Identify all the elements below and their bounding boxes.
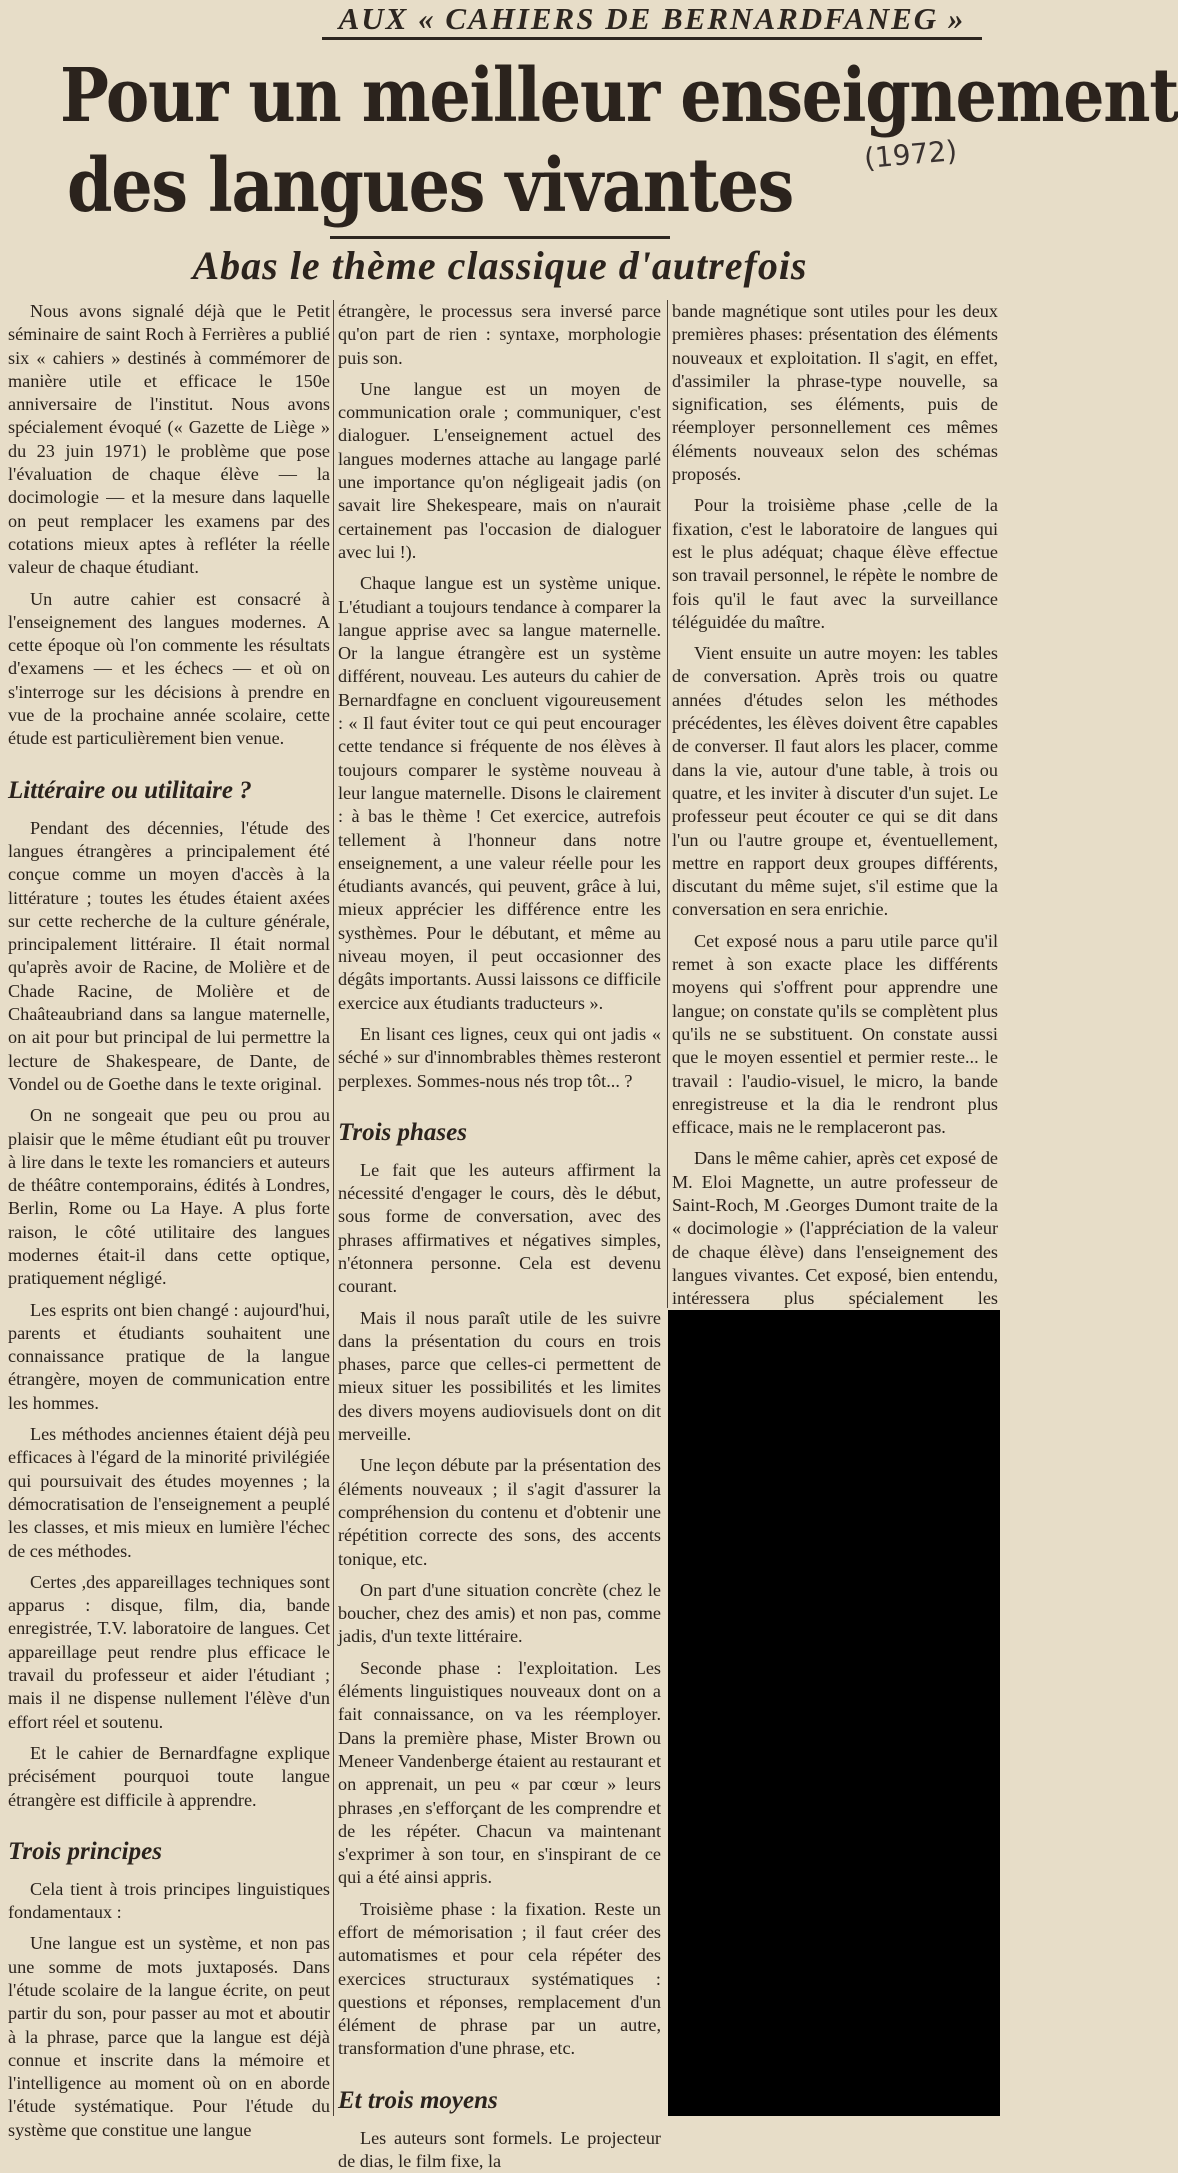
paragraph: Pour la troisième phase ,celle de la fixation, c'est le laboratoire de langues qui est le plus adéquat; chaque élève effectue son travail personnel, le répète le nombre de fois qu'il le faut avec la surveillance téléguidée du maître.	[672, 495, 998, 632]
paragraph: Et le cahier de Bernardfagne explique précisément pourquoi toute langue étrangère est difficile à apprendre.	[8, 1742, 330, 1810]
section-heading: Trois principes	[8, 1837, 162, 1865]
paragraph: Troisième phase : la fixation. Reste un effort de mémorisation ; il faut créer des automatismes et pour cela répéter des exercices structuraux systématiques : questions et réponses, remplacement d'un élément de phrase par un autre, transformation d'une phrase, etc.	[338, 1898, 661, 2059]
paragraph: Les méthodes anciennes étaient déjà peu efficaces à l'égard de la minorité privilégiée qui poursuivait des études moyennes ; la démocratisation de l'enseignement a peuplé les classes, et mis mieux en lumière l'échec de ces méthodes.	[8, 1424, 330, 1561]
paragraph: Cet exposé nous a paru utile parce qu'il remet à son exacte place les différents moyens qui s'offrent pour apprendre une langue; on constate qu'ils se complètent plus qu'ils ne se substituent. On constate aussi que le moyen essentiel et permier reste... le travail : l'audio-visuel, le micro, la bande enregistreuse et la dia le rendront plus efficace, mais ne le remplaceront pas.	[672, 930, 998, 1138]
masked-region	[668, 1310, 1000, 2116]
paragraph: Vient ensuite un autre moyen: les tables de conversation. Après trois ou quatre années d'études selon les méthodes précédentes, les élèves doivent être capables de converser. Il faut alors les placer, comme dans la vie, autour d'une table, à trois ou quatre, et les inviter à discuter d'un sujet. Le professeur peut écouter ce qui se dit dans l'un ou l'autre groupe et, éventuellement, mettre en rapport deux groupes différents, discutant du même sujet, s'il estime que la conversation en sera enrichie.	[672, 643, 998, 920]
article-column-3	[672, 300, 998, 1308]
section-heading: Littéraire ou utilitaire ?	[8, 776, 252, 804]
section-heading: Et trois moyens	[338, 2086, 498, 2114]
paragraph: Le fait que les auteurs affirment la nécessité d'engager le cours, dès le début, sous forme de conversation, avec des phrases affirmatives et négatives simples, n'étonnera personne. Cela est devenu courant.	[338, 1159, 661, 1297]
paragraph: Une langue est un moyen de communication orale ; communiquer, c'est dialoguer. L'enseignement actuel des langues modernes attache au langage parlé une importance qu'on négligeait jadis (on savait lire Shekespeare, mais on n'aurait certainement pas l'occasion de dialoguer avec lui !).	[338, 378, 661, 562]
subheadline-rule	[330, 236, 670, 239]
column-divider-1	[333, 300, 334, 2116]
paragraph: En lisant ces lignes, ceux qui ont jadis « séché » sur d'innombrables thèmes resteront perplexes. Sommes-nous nés trop tôt... ?	[338, 1023, 661, 1091]
column-divider-2	[667, 300, 668, 1308]
paragraph: Dans le même cahier, après cet exposé de M. Eloi Magnette, un autre professeur de Saint-Roch, M .Georges Dumont traite de la « docimologie » (l'appréciation de la valeur de chaque élève) dans l'enseignement des langues vivantes. Cet exposé, bien entendu, intéressera plus spécialement les	[672, 1148, 998, 1309]
paragraph: Nous avons signalé déjà que le Petit séminaire de saint Roch à Ferrières a publié six « cahiers » destinés à commémorer de manière utile et efficace le 150e anniversaire de l'institut. Nous avons spécialement évoqué (« Gazette de Liège » du 23 juin 1971) le problème que pose l'évaluation de chaque élève — la docimologie — et la mesure dans laquelle on peut remplacer les examens par des cotations mieux aptes à refléter la réelle valeur de chaque étudiant.	[8, 301, 330, 578]
paragraph: Cela tient à trois principes linguistiques fondamentaux :	[8, 1878, 330, 1923]
paragraph: Chaque langue est un système unique. L'étudiant a toujours tendance à comparer la langue apprise avec sa langue maternelle. Or la langue étrangère est un système différent, nouveau. Les auteurs du cahier de Bernardfagne en concluent vigoureusement : « Il faut éviter tout ce qui peut encourager cette tendance si fréquente de nos élèves à toujours comparer le système nouveau à leur langue maternelle. Disons le clairement : à bas le thème ! Cet exercice, autrefois tellement à l'honneur dans notre enseignement, a une valeur réelle pour les étudiants avancés, qui peuvent, grâce à lui, mieux apprécier les différence entre les systhèmes. Pour le débutant, et même au niveau moyen, il peut occasionner des dégâts importants. Aussi laissons ce difficile exercice aux étudiants traducteurs ».	[338, 573, 661, 1013]
paragraph: Pendant des décennies, l'étude des langues étrangères a principalement été conçue comme un moyen d'accès à la littérature ; toutes les études étaient axées sur cette recherche de la culture générale, principalement littéraire. Il était normal qu'après avoir de Racine, de Molière et de Chade Racine, de Molière et de Chaâteaubriand dans sa langue maternelle, on ait pour but principal de lui permettre la lecture de Shakespeare, de Dante, de Vondel ou de Goethe dans le texte original.	[8, 817, 330, 1094]
article-column-1	[8, 300, 330, 2140]
paragraph: Une leçon débute par la présentation des éléments nouveaux ; il s'agit d'assurer la compréhension du contenu et d'obtenir une répétition correcte des sons, des accents tonique, etc.	[338, 1455, 661, 1569]
headline-line-2: des langues vivantes	[67, 143, 793, 229]
paragraph: Certes ,des appareillages techniques sont apparus : disque, film, dia, bande enregistrée, T.V. laboratoire de langues. Cet appareillage peut rendre plus efficace le travail du professeur et aider l'étudiant ; mais il ne dispense nullement l'élève d'un effort réel et soutenu.	[8, 1571, 330, 1732]
paragraph: Les auteurs sont formels. Le projecteur de dias, le film fixe, la	[338, 2127, 661, 2172]
section-heading: Trois phases	[338, 1118, 467, 1146]
paragraph: Les esprits ont bien changé : aujourd'hui, parents et étudiants souhaitent une connaissance pratique de la langue étrangère, moyen de communication entre les hommes.	[8, 1299, 330, 1413]
paragraph: On ne songeait que peu ou prou au plaisir que le même étudiant eût pu trouver à lire dans le texte les romanciers et auteurs de théâtre contemporains, édités à Londres, Berlin, Rome ou La Haye. A plus forte raison, le côté utilitaire des langues modernes était-il dans cette optique, pratiquement négligé.	[8, 1105, 330, 1289]
kicker-title: AUX « CAHIERS DE BERNARDFANEG »	[322, 0, 982, 40]
paragraph: bande magnétique sont utiles pour les deux premières phases: présentation des éléments nouveaux et exploitation. Il s'agit, en effet, d'assimiler la phrase-type nouvelle, sa signification, ses éléments, puis de réemployer personnellement ces mêmes éléments nouveaux selon des schémas proposés.	[672, 301, 998, 485]
handwritten-year-note: (1972)	[862, 134, 959, 175]
paragraph: étrangère, le processus sera inversé parce qu'on part de rien : syntaxe, morphologie puis son.	[338, 301, 661, 368]
paragraph: On part d'une situation concrète (chez le boucher, chez des amis) et non pas, comme jadis, d'un texte littéraire.	[338, 1579, 661, 1647]
paragraph: Mais il nous paraît utile de les suivre dans la présentation du cours en trois phases, parce que celles-ci permettent de mieux situer les possibilités et les limites des divers moyens audiovisuels dont on dit merveille.	[338, 1307, 661, 1445]
paragraph: Seconde phase : l'exploitation. Les éléments linguistiques nouveaux dont on a fait connaissance, on va les réemployer. Dans la première phase, Mister Brown ou Meneer Vandenberge étaient au restaurant et on apprenait, un peu « par cœur » leurs phrases ,en s'efforçant de les comprendre et de les répéter. Chacun va maintenant s'exprimer à son tour, en s'inspirant de ce qui a été ainsi appris.	[338, 1657, 662, 1888]
paragraph: Un autre cahier est consacré à l'enseignement des langues modernes. A cette époque où l'on commente les résultats d'examens — et les échecs — et où on s'interroge sur les décisions à prendre en vue de la prochaine année scolaire, cette étude est particulièrement bien venue.	[8, 588, 330, 749]
subheadline: Abas le thème classique d'autrefois	[192, 243, 808, 288]
headline-line-1: Pour un meilleur enseignement	[60, 53, 1178, 139]
paragraph: Une langue est un système, et non pas une somme de mots juxtaposés. Dans l'étude scolaire de la langue écrite, on peut partir du son, pour passer au mot et aboutir à la phrase, parce que la langue est déjà connue et inscrite dans la mémoire et l'intelligence au moment où on en aborde l'étude systématique. Pour l'étude du système que constitue une langue	[8, 1933, 330, 2140]
article-column-2	[338, 300, 662, 2172]
